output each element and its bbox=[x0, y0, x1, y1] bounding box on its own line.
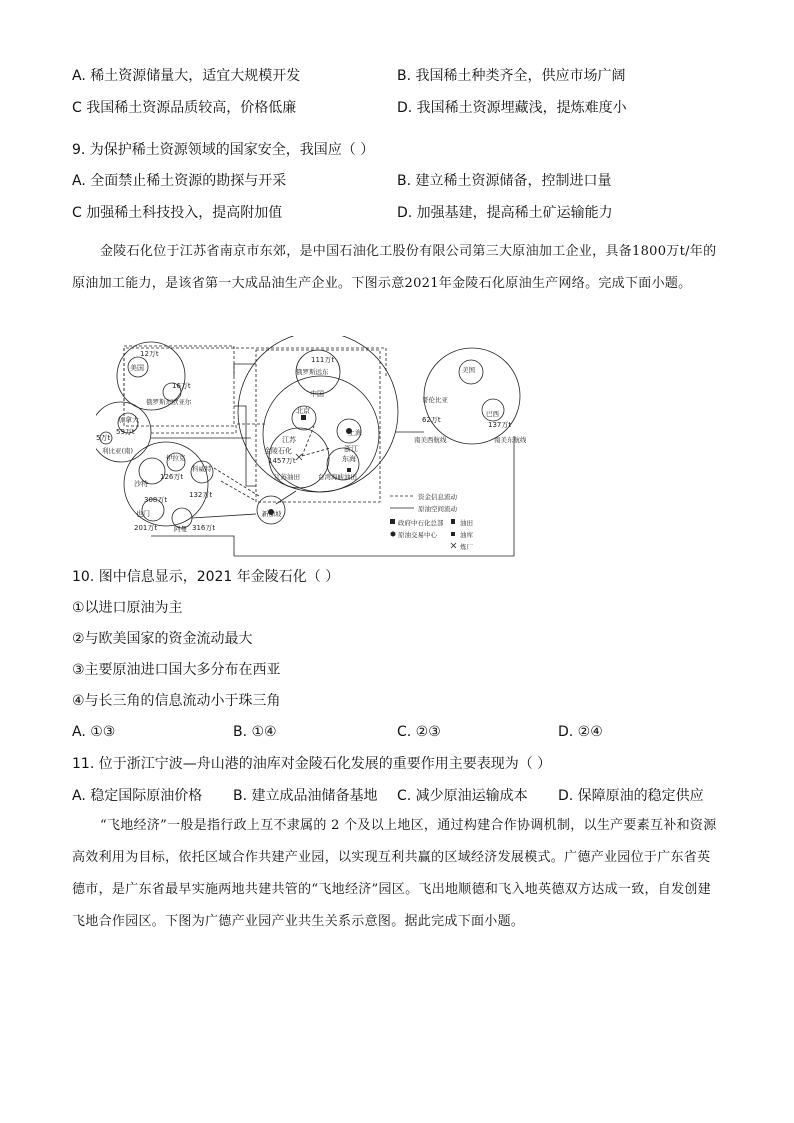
legend-hq: 政府中石化总部 bbox=[398, 519, 444, 527]
q11-option-d: D. 保障原油的稳定供应 bbox=[558, 788, 704, 804]
link-2 bbox=[234, 406, 256, 486]
legend-oil-flow: 原油空间流动 bbox=[418, 505, 457, 513]
label-usa-left: 美国 bbox=[130, 364, 144, 372]
label-colombia: 哥伦比亚 bbox=[422, 396, 448, 404]
legend-oilfield-marker bbox=[451, 519, 455, 524]
label-shanghai: 上海 bbox=[348, 429, 362, 437]
q8-option-b: B. 我国稀土种类齐全，供应市场广阔 bbox=[397, 68, 626, 84]
label-v12: 12万t bbox=[140, 350, 159, 358]
label-v59: 59万t bbox=[116, 428, 135, 436]
label-v308: 308万t bbox=[144, 496, 168, 504]
q9-stem: 9. 为保护稀土资源领域的国家安全，我国应（ ） bbox=[72, 142, 375, 158]
label-russia-east: 俄罗斯远东 bbox=[296, 368, 329, 376]
label-canada: 加拿大 bbox=[118, 416, 139, 424]
label-kuwait: 科威特 bbox=[192, 465, 212, 473]
label-v5: 5万t bbox=[96, 434, 111, 442]
label-v132: 132万t bbox=[189, 491, 213, 499]
q8-option-c: C 我国稀土资源品质较高，价格低廉 bbox=[72, 100, 297, 116]
label-v1457: 1457万t bbox=[268, 457, 296, 465]
legend-capital-flow: 资金信息流动 bbox=[418, 493, 457, 501]
legend-depot-marker bbox=[451, 532, 455, 536]
q11-stem: 11. 位于浙江宁波—舟山港的油库对金陵石化发展的重要作用主要表现为（ ） bbox=[72, 756, 552, 772]
q10-option-b: B. ①④ bbox=[233, 724, 277, 740]
q10-option-a: A. ①③ bbox=[72, 724, 116, 740]
label-saudi: 沙特 bbox=[134, 480, 148, 488]
passage-jinling: 金陵石化位于江苏省南京市东郊，是中国石油化工股份有限公司第三大原油加工企业，具备1800万t/年的原油加工能力，是该省第一大成品油生产企业。下图示意2021年金陵石化原油生产网络。完成下面小题。 bbox=[72, 244, 717, 291]
label-yemen: 也门 bbox=[136, 510, 150, 518]
label-libya: 利比亚(南) bbox=[102, 447, 134, 455]
oil-network-svg bbox=[96, 336, 526, 562]
label-nanmei-east: 南美东航线 bbox=[494, 436, 526, 444]
label-beijing: 北京 bbox=[296, 407, 310, 415]
label-v111: 111万t bbox=[311, 356, 335, 364]
label-brazil: 巴西 bbox=[486, 410, 499, 418]
link-12 bbox=[302, 448, 330, 456]
label-singapore: 新加坡 bbox=[262, 510, 282, 518]
q10-item-1: ①以进口原油为主 bbox=[72, 600, 183, 616]
link-7 bbox=[214, 468, 259, 496]
q8-option-d: D. 我国稀土资源埋藏浅，提炼难度小 bbox=[397, 100, 627, 116]
label-iraq: 伊拉克 bbox=[166, 454, 186, 462]
q11-option-b: B. 建立成品油储备基地 bbox=[233, 788, 378, 804]
label-oman: 阿曼 bbox=[174, 525, 187, 533]
q10-item-4: ④与长三角的信息流动小于珠三角 bbox=[72, 693, 281, 709]
label-jiangsu-oil: 江苏油田 bbox=[274, 473, 300, 481]
link-4 bbox=[151, 424, 266, 433]
q10-option-c: C. ②③ bbox=[397, 724, 441, 740]
q10-item-2: ②与欧美国家的资金流动最大 bbox=[72, 631, 253, 647]
label-v16: 16万t bbox=[172, 382, 191, 390]
label-usa-right: 美国 bbox=[462, 366, 475, 374]
label-jiangsu: 江苏 bbox=[282, 436, 296, 444]
legend-oilfield: 油田 bbox=[460, 519, 473, 527]
label-jinling: 金陵石化 bbox=[264, 447, 292, 455]
label-v62: 62万t bbox=[422, 416, 441, 424]
oil-network-diagram bbox=[96, 336, 526, 562]
q10-item-3: ③主要原油进口国大多分布在西亚 bbox=[72, 662, 281, 678]
link-8 bbox=[192, 514, 256, 518]
legend-refinery: 炼厂 bbox=[460, 543, 473, 551]
q10-stem: 10. 图中信息显示，2021 年金陵石化（ ） bbox=[72, 569, 340, 585]
legend-trade-center: 原油交易中心 bbox=[398, 531, 437, 539]
q10-option-d: D. ②④ bbox=[558, 724, 603, 740]
label-v201: 201万t bbox=[134, 524, 158, 532]
label-taiwan: 台湾海峡油田 bbox=[318, 473, 357, 481]
q9-option-c: C 加强稀土科技投入，提高附加值 bbox=[72, 205, 283, 221]
label-eu: 俄罗斯东欧亚尔 bbox=[146, 398, 192, 406]
legend-depot: 油库 bbox=[460, 531, 473, 539]
q8-option-a: A. 稀土资源储量大，适宜大规模开发 bbox=[72, 68, 301, 84]
passage-feidi: “飞地经济”一般是指行政上互不隶属的 2 个及以上地区，通过构建合作协调机制，以生产要素互补和资源高效利用为目标，依托区域合作共建产业园，以实现互利共赢的区域经济发展模式。广德产业园位于广东省英德市，是广东省最早实施两地共建共管的“飞地经济”园区。飞出地顺德和飞入地英德双方达成一致，自发创建飞地合作园区。下图为广德产业园产业共生关系示意图。据此完成下面小题。 bbox=[72, 818, 717, 929]
legend-hq-marker bbox=[390, 519, 395, 524]
q9-option-b: B. 建立稀土资源储备，控制进口量 bbox=[397, 173, 612, 189]
q9-option-a: A. 全面禁止稀土资源的勘探与开采 bbox=[72, 173, 287, 189]
label-china: 中国 bbox=[310, 390, 324, 398]
q11-option-a: A. 稳定国际原油价格 bbox=[72, 788, 203, 804]
label-zhejiang: 浙江 bbox=[344, 445, 358, 453]
label-nanmei-west: 南美西航线 bbox=[414, 436, 447, 444]
marker-depot-zhejiang bbox=[347, 468, 351, 472]
link-13 bbox=[302, 426, 314, 456]
legend-trade-marker bbox=[391, 532, 396, 537]
link-10 bbox=[151, 536, 234, 556]
label-donghai: 东海 bbox=[342, 455, 356, 463]
q9-option-d: D. 加强基建，提高稀土矿运输能力 bbox=[397, 205, 613, 221]
label-v137: 137万t bbox=[488, 421, 512, 429]
link-6 bbox=[221, 481, 256, 501]
q11-option-c: C. 减少原油运输成本 bbox=[397, 788, 528, 804]
label-v316: 316万t bbox=[192, 524, 216, 532]
marker-hq-beijing bbox=[301, 415, 306, 420]
label-v126: 126万t bbox=[160, 473, 184, 481]
